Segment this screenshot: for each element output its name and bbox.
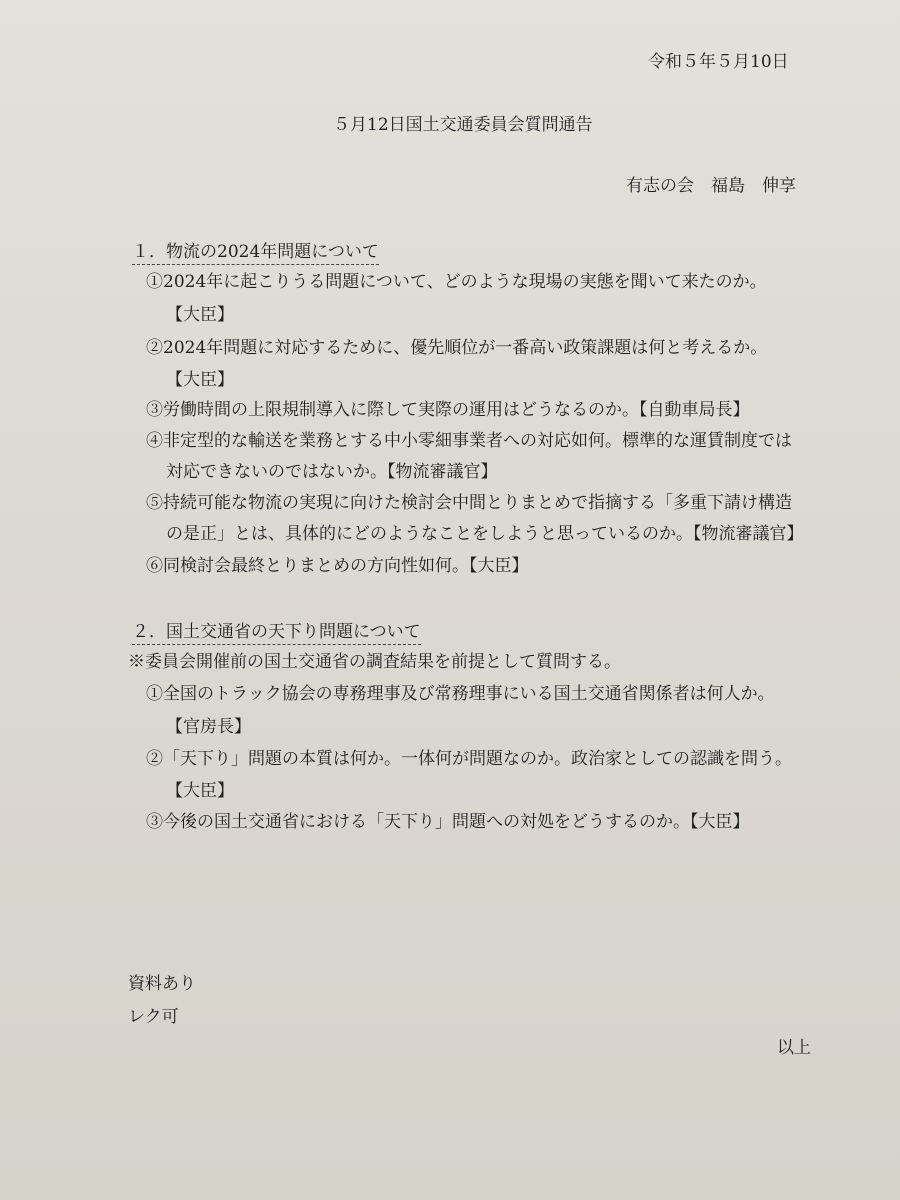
document-author: 有志の会 福島 伸享 bbox=[626, 176, 796, 196]
s1-question-6: ⑥同検討会最終とりまとめの方向性如何。【大臣】 bbox=[146, 556, 529, 576]
s1-question-4: ④非定型的な輸送を業務とする中小零細事業者への対応如何。標準的な運賃制度では bbox=[146, 431, 792, 451]
s1-question-2-target: 【大臣】 bbox=[166, 370, 234, 390]
footer-end: 以上 bbox=[777, 1038, 811, 1058]
document-title: ５月12日国土交通委員会質問通告 bbox=[333, 115, 593, 135]
s2-question-3: ③今後の国土交通省における「天下り」問題への対処をどうするのか。【大臣】 bbox=[146, 812, 750, 832]
section2-heading bbox=[132, 622, 421, 642]
s2-question-1: ①全国のトラック協会の専務理事及び常務理事にいる国土交通省関係者は何人か。 bbox=[146, 684, 775, 704]
s2-question-2: ②「天下り」問題の本質は何か。一体何が問題なのか。政治家としての認識を問う。 bbox=[146, 749, 792, 769]
s1-question-5-cont: の是正」とは、具体的にどのようなことをしようと思っているのか。【物流審議官】 bbox=[166, 524, 804, 544]
s1-question-5: ⑤持続可能な物流の実現に向けた検討会中間とりまとめで指摘する「多重下請け構造 bbox=[146, 493, 792, 513]
s1-question-2: ②2024年問題に対応するために、優先順位が一番高い政策課題は何と考えるか。 bbox=[146, 338, 768, 358]
document-date: 令和５年５月10日 bbox=[648, 52, 789, 72]
s1-question-1-target: 【大臣】 bbox=[166, 305, 234, 325]
s2-question-2-target: 【大臣】 bbox=[166, 781, 234, 801]
section2-heading-text: ２．国土交通省の天下り問題について bbox=[132, 622, 421, 645]
section1-heading bbox=[132, 242, 379, 262]
s1-question-1: ①2024年に起こりうる問題について、どのような現場の実態を聞いて来たのか。 bbox=[146, 272, 767, 292]
footer-lecture: レク可 bbox=[128, 1007, 179, 1027]
s2-question-1-target: 【官房長】 bbox=[166, 717, 251, 737]
footer-materials: 資料あり bbox=[128, 974, 196, 994]
s1-question-4-cont: 対応できないのではないか。【物流審議官】 bbox=[166, 462, 498, 482]
s1-question-3: ③労働時間の上限規制導入に際して実際の運用はどうなるのか。【自動車局長】 bbox=[146, 400, 750, 420]
section1-heading-text: １．物流の2024年問題について bbox=[132, 242, 379, 265]
section2-note: ※委員会開催前の国土交通省の調査結果を前提として質問する。 bbox=[128, 652, 621, 672]
